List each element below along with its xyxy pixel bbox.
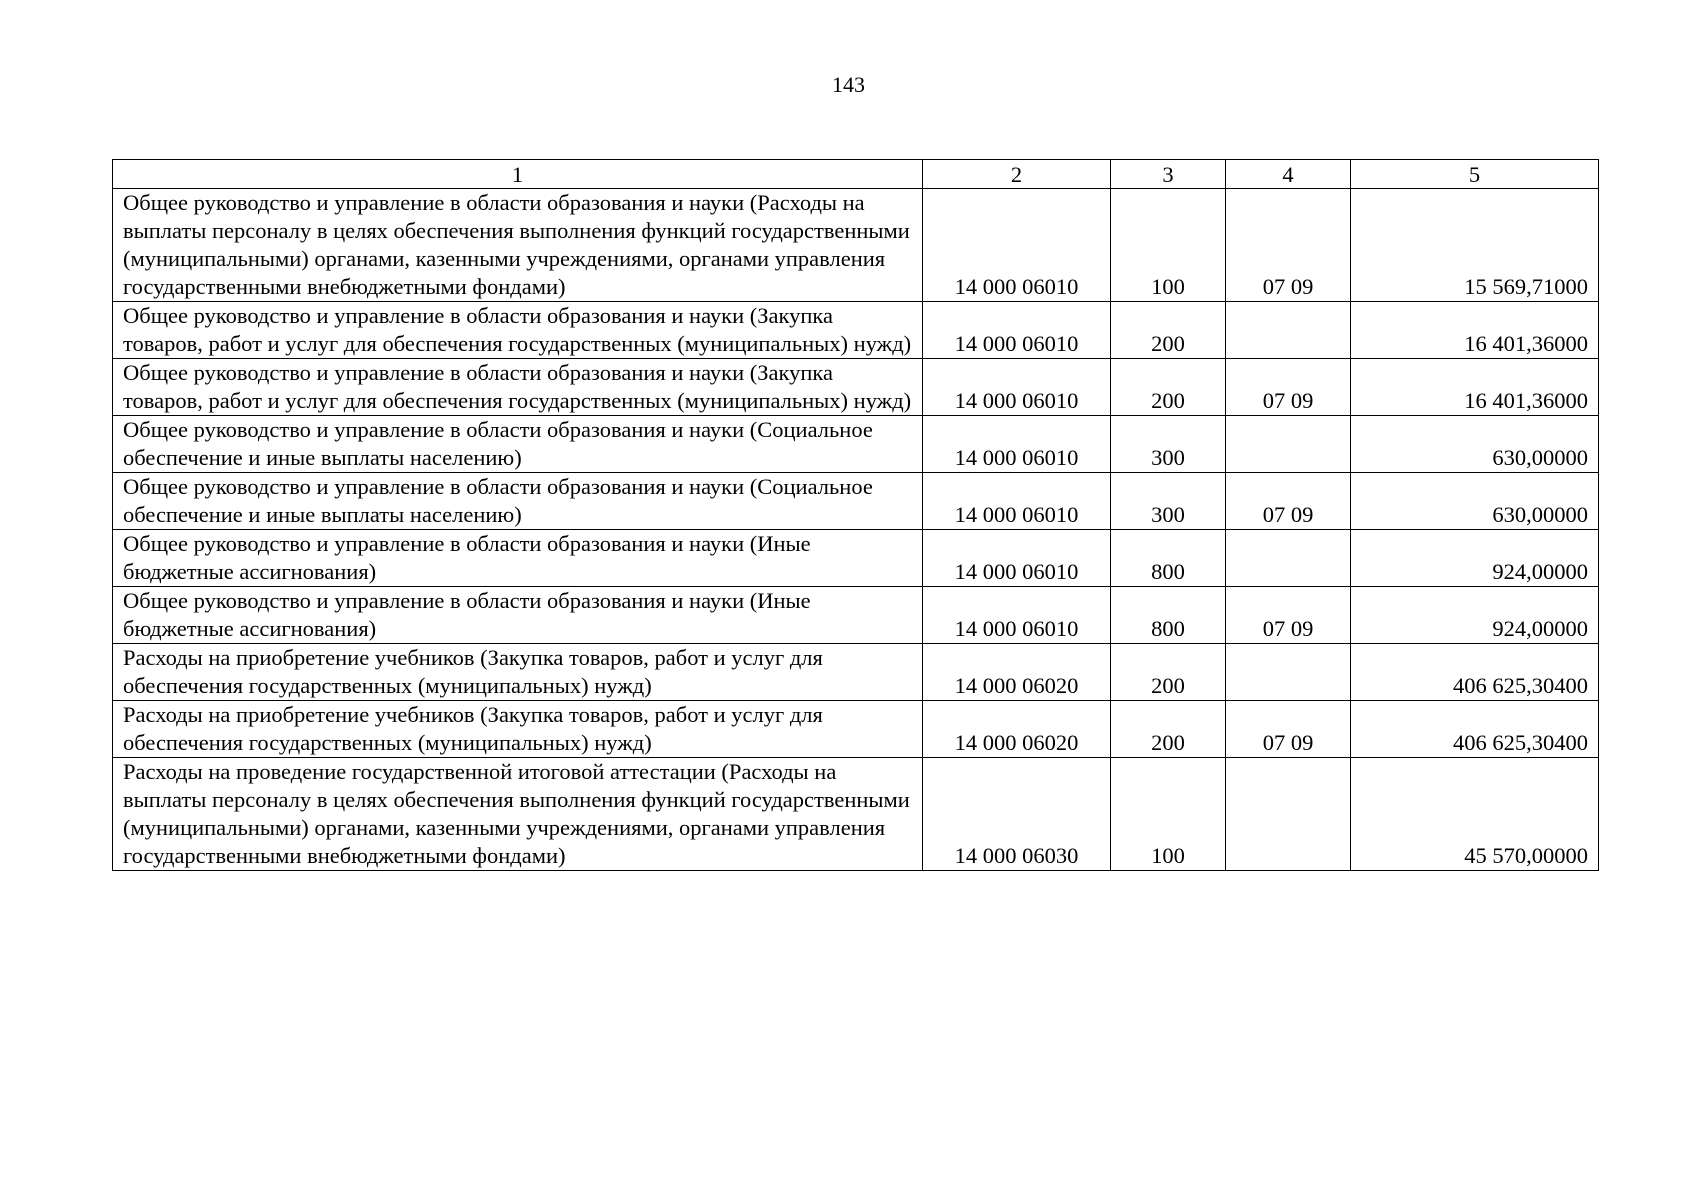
row-expense-type: 200 (1111, 701, 1226, 758)
row-description: Общее руководство и управление в области образования и науки (Закупка товаров, работ и услуг для обеспечения государственных (муниципальных) нужд) (113, 359, 923, 416)
header-col-2: 2 (923, 160, 1111, 189)
row-amount: 16 401,36000 (1351, 359, 1599, 416)
table-row (113, 416, 1599, 473)
row-amount: 630,00000 (1351, 473, 1599, 530)
row-expense-type: 300 (1111, 416, 1226, 473)
row-section (1226, 530, 1351, 587)
row-amount: 16 401,36000 (1351, 302, 1599, 359)
row-expense-type: 800 (1111, 530, 1226, 587)
header-col-3: 3 (1111, 160, 1226, 189)
row-target-code: 14 000 06030 (923, 758, 1111, 871)
header-col-5: 5 (1351, 160, 1599, 189)
table-row (113, 701, 1599, 758)
row-target-code: 14 000 06010 (923, 587, 1111, 644)
row-description: Общее руководство и управление в области образования и науки (Иные бюджетные ассигнования) (113, 530, 923, 587)
row-section: 07 09 (1226, 359, 1351, 416)
table-row (113, 644, 1599, 701)
row-expense-type: 800 (1111, 587, 1226, 644)
page-number: 143 (832, 72, 865, 97)
row-section: 07 09 (1226, 189, 1351, 302)
header-row (113, 160, 1599, 189)
row-description: Общее руководство и управление в области образования и науки (Социальное обеспечение и иные выплаты населению) (113, 416, 923, 473)
row-section (1226, 758, 1351, 871)
table-row (113, 302, 1599, 359)
row-target-code: 14 000 06010 (923, 302, 1111, 359)
row-expense-type: 100 (1111, 758, 1226, 871)
header-col-1: 1 (113, 160, 923, 189)
table-header (113, 160, 1599, 189)
row-target-code: 14 000 06020 (923, 701, 1111, 758)
row-target-code: 14 000 06010 (923, 416, 1111, 473)
row-description: Общее руководство и управление в области образования и науки (Социальное обеспечение и иные выплаты населению) (113, 473, 923, 530)
row-expense-type: 300 (1111, 473, 1226, 530)
table-row (113, 189, 1599, 302)
row-section: 07 09 (1226, 701, 1351, 758)
budget-table (112, 159, 1599, 871)
row-amount: 924,00000 (1351, 530, 1599, 587)
row-description: Расходы на приобретение учебников (Закупка товаров, работ и услуг для обеспечения государственных (муниципальных) нужд) (113, 701, 923, 758)
row-description: Общее руководство и управление в области образования и науки (Закупка товаров, работ и услуг для обеспечения государственных (муниципальных) нужд) (113, 302, 923, 359)
row-expense-type: 200 (1111, 302, 1226, 359)
row-section: 07 09 (1226, 587, 1351, 644)
table-body (113, 189, 1599, 871)
table-row (113, 758, 1599, 871)
row-amount: 406 625,30400 (1351, 701, 1599, 758)
table-row (113, 359, 1599, 416)
row-target-code: 14 000 06020 (923, 644, 1111, 701)
row-description: Общее руководство и управление в области образования и науки (Иные бюджетные ассигнования) (113, 587, 923, 644)
row-amount: 15 569,71000 (1351, 189, 1599, 302)
row-amount: 406 625,30400 (1351, 644, 1599, 701)
row-amount: 630,00000 (1351, 416, 1599, 473)
row-section (1226, 416, 1351, 473)
table-row (113, 473, 1599, 530)
row-target-code: 14 000 06010 (923, 473, 1111, 530)
row-target-code: 14 000 06010 (923, 359, 1111, 416)
row-target-code: 14 000 06010 (923, 189, 1111, 302)
row-section (1226, 302, 1351, 359)
header-col-4: 4 (1226, 160, 1351, 189)
row-section (1226, 644, 1351, 701)
row-description: Расходы на проведение государственной итоговой аттестации (Расходы на выплаты персоналу в целях обеспечения выполнения функций государственными (муниципальными) органами, казенными учреждениями, органами управления государственными внебюджетными фондами) (113, 758, 923, 871)
row-expense-type: 200 (1111, 644, 1226, 701)
row-amount: 924,00000 (1351, 587, 1599, 644)
table-row (113, 530, 1599, 587)
row-expense-type: 100 (1111, 189, 1226, 302)
row-section: 07 09 (1226, 473, 1351, 530)
row-description: Расходы на приобретение учебников (Закупка товаров, работ и услуг для обеспечения государственных (муниципальных) нужд) (113, 644, 923, 701)
table-row (113, 587, 1599, 644)
row-amount: 45 570,00000 (1351, 758, 1599, 871)
row-target-code: 14 000 06010 (923, 530, 1111, 587)
row-description: Общее руководство и управление в области образования и науки (Расходы на выплаты персоналу в целях обеспечения выполнения функций государственными (муниципальными) органами, казенными учреждениями, органами управления государственными внебюджетными фондами) (113, 189, 923, 302)
row-expense-type: 200 (1111, 359, 1226, 416)
